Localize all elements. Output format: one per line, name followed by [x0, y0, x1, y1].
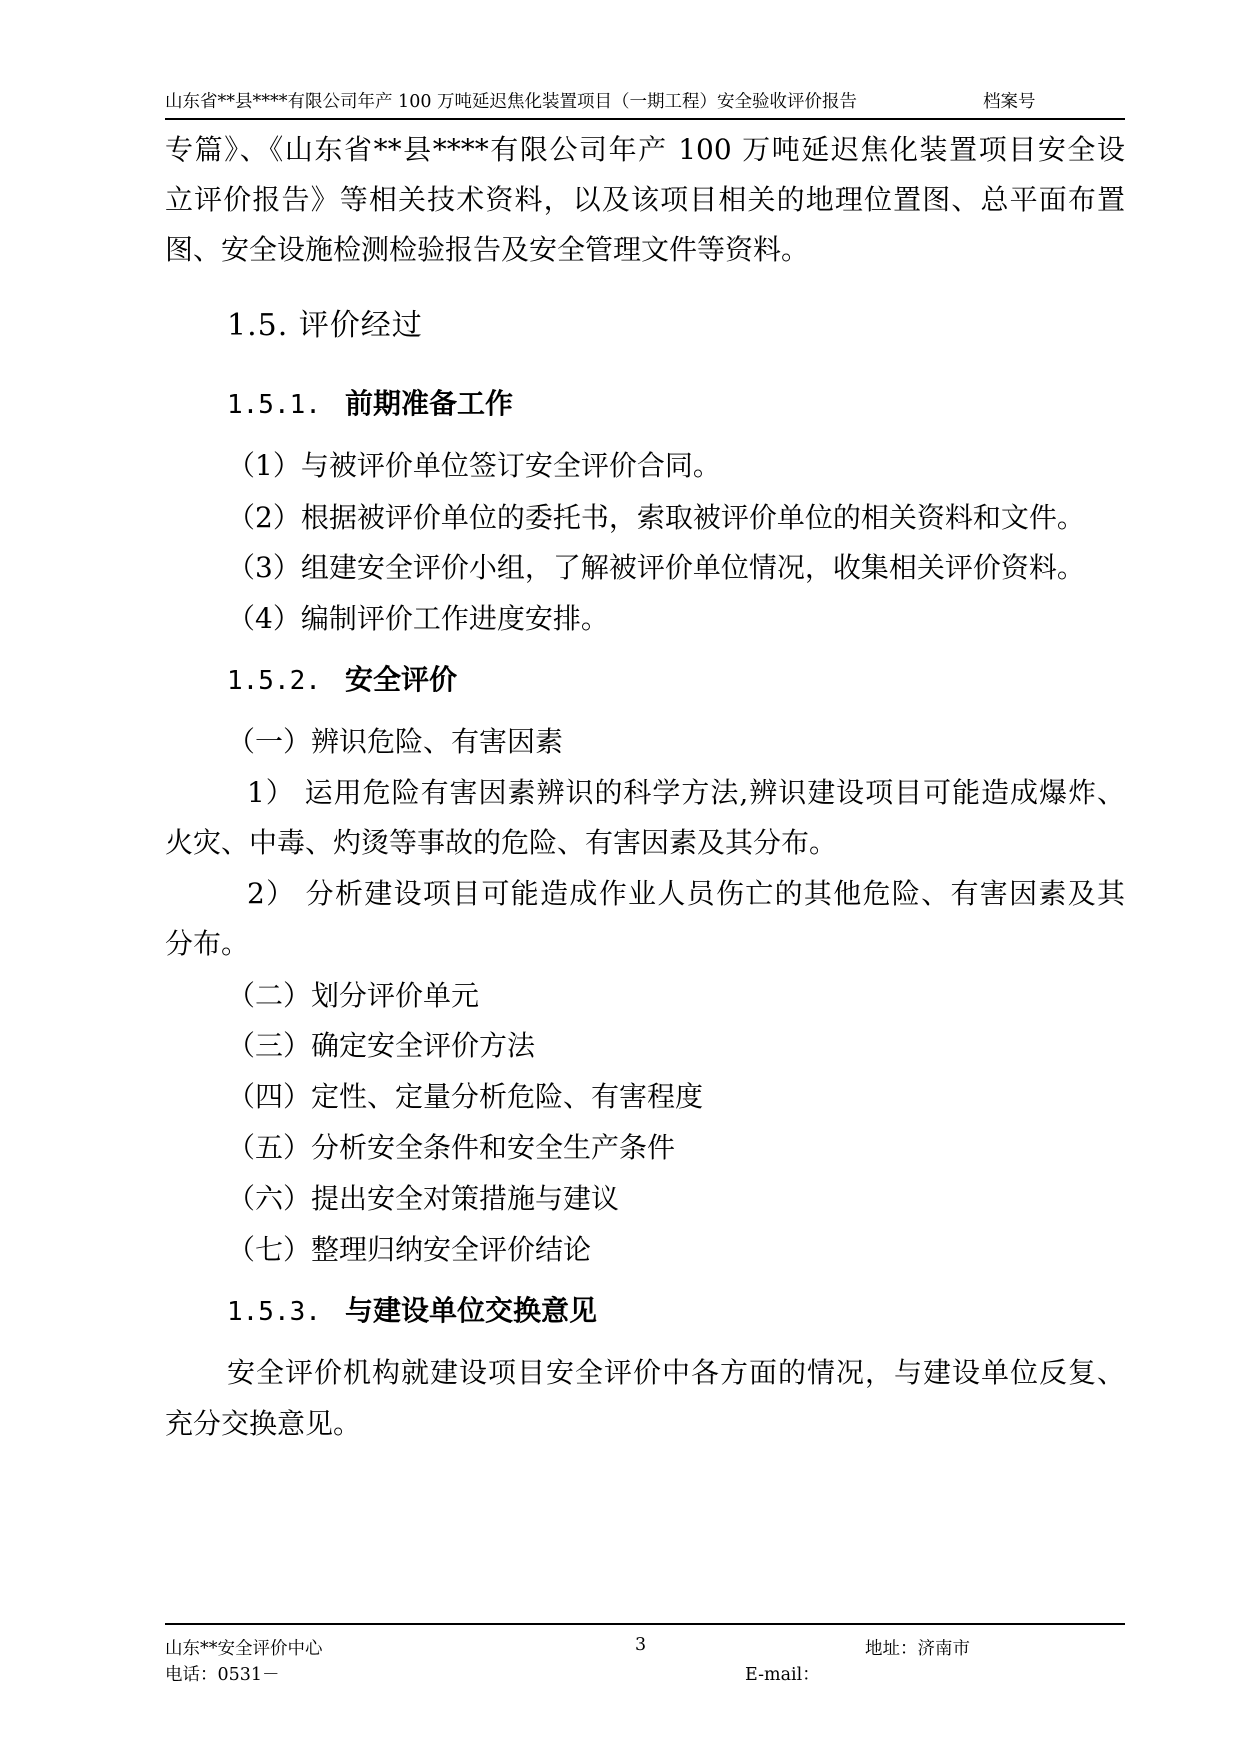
list-item: （3）组建安全评价小组，了解被评价单位情况，收集相关评价资料。: [227, 551, 1085, 584]
list-item: （二）划分评价单元: [227, 979, 480, 1012]
section-title: 与建设单位交换意见: [345, 1294, 598, 1327]
list-item: （七）整理归纳安全评价结论: [227, 1233, 592, 1266]
footer-email: E-mail：: [745, 1665, 820, 1685]
footer-address: 地址：济南市: [865, 1639, 970, 1659]
page-footer: [165, 1623, 1125, 1695]
header-title: 山东省**县****有限公司年产 100 万吨延迟焦化装置项目（一期工程）安全验收评价报告: [165, 92, 858, 112]
list-item: （六）提出安全对策措施与建议: [227, 1182, 620, 1215]
list-item: （4）编制评价工作进度安排。: [227, 602, 609, 635]
header-archive-label: 档案号: [983, 92, 1036, 112]
list-item: （四）定性、定量分析危险、有害程度: [227, 1080, 704, 1113]
section-number: 1.5.2.: [227, 666, 321, 696]
section-heading-1-5-2: [227, 663, 458, 696]
sub-item: 2） 分析建设项目可能造成作业人员伤亡的其他危险、有害因素及其: [247, 877, 1125, 910]
list-item: （三）确定安全评价方法: [227, 1029, 536, 1062]
footer-phone: 电话：0531－: [165, 1665, 280, 1685]
sub-item: 1） 运用危险有害因素辨识的科学方法,辨识建设项目可能造成爆炸、: [247, 776, 1125, 809]
intro-line: 专篇》、《山东省**县****有限公司年产 100 万吨延迟焦化装置项目安全设: [165, 133, 1125, 166]
list-item: （五）分析安全条件和安全生产条件: [227, 1131, 676, 1164]
section-title: 前期准备工作: [345, 387, 514, 420]
section-number: 1.5.1.: [227, 390, 321, 420]
paragraph-line: 充分交换意见。: [165, 1407, 362, 1440]
intro-line: 图、安全设施检测检验报告及安全管理文件等资料。: [165, 233, 810, 266]
list-item: （2）根据被评价单位的委托书，索取被评价单位的相关资料和文件。: [227, 501, 1085, 534]
section-heading-1-5-1: [227, 387, 514, 420]
section-number: 1.5.3.: [227, 1297, 321, 1327]
sub-item-continuation: 火灾、中毒、灼烫等事故的危险、有害因素及其分布。: [165, 826, 838, 859]
footer-org: 山东**安全评价中心: [165, 1639, 323, 1659]
section-title: 安全评价: [345, 663, 458, 696]
sub-item-continuation: 分布。: [165, 927, 250, 960]
list-item: （1）与被评价单位签订安全评价合同。: [227, 449, 721, 482]
intro-line: 立评价报告》等相关技术资料，以及该项目相关的地理位置图、总平面布置: [165, 183, 1125, 216]
section-heading-1-5-3: [227, 1294, 598, 1327]
list-item: （一）辨识危险、有害因素: [227, 725, 564, 758]
footer-page-number: 3: [635, 1635, 647, 1655]
page-header: [165, 88, 1125, 120]
section-heading-1-5: 1.5. 评价经过: [227, 308, 423, 343]
paragraph-line: 安全评价机构就建设项目安全评价中各方面的情况，与建设单位反复、: [227, 1356, 1125, 1389]
